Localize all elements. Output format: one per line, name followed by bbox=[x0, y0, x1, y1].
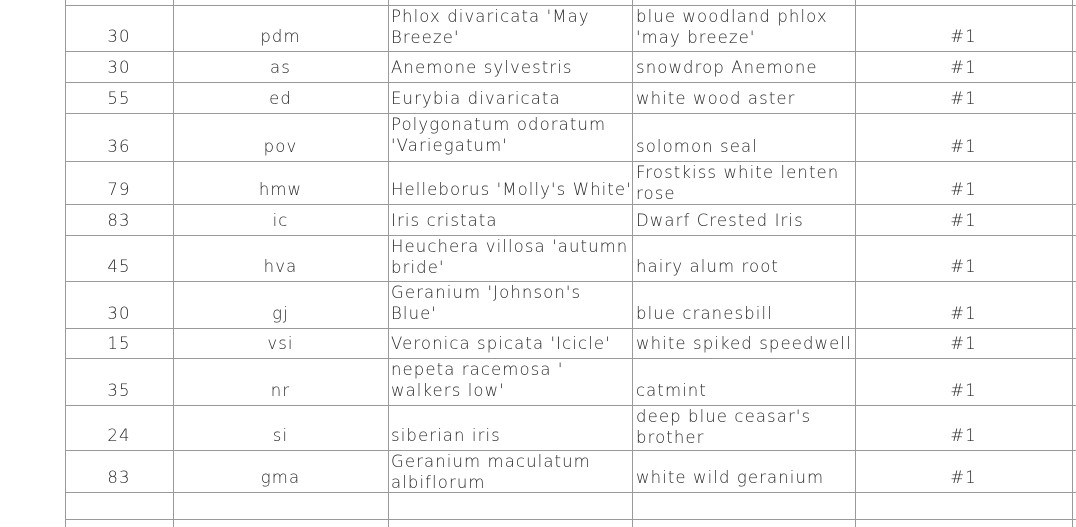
botanical-name-cell: bride' bbox=[391, 258, 445, 277]
quantity-cell: 30 bbox=[107, 304, 131, 323]
botanical-name-cell: Anemone sylvestris bbox=[391, 58, 573, 77]
code-cell: gma bbox=[260, 468, 301, 487]
code-cell: hva bbox=[263, 257, 298, 276]
botanical-name-cell: Heuchera villosa 'autumn bbox=[391, 237, 629, 256]
code-cell: pov bbox=[263, 137, 298, 156]
botanical-name-cell: Iris cristata bbox=[391, 211, 498, 230]
botanical-name-cell: Helleborus 'Molly's White' bbox=[391, 180, 632, 199]
column-rule bbox=[388, 0, 389, 527]
container-size-cell: #1 bbox=[950, 468, 977, 487]
column-rule bbox=[632, 0, 633, 527]
container-size-cell: #1 bbox=[950, 211, 977, 230]
common-name-cell: snowdrop Anemone bbox=[636, 58, 818, 77]
code-cell: nr bbox=[270, 381, 291, 400]
common-name-cell: 'may breeze' bbox=[636, 28, 756, 47]
botanical-name-cell: Eurybia divaricata bbox=[391, 89, 561, 108]
quantity-cell: 35 bbox=[107, 381, 131, 400]
botanical-name-cell: Phlox divaricata 'May bbox=[391, 7, 590, 26]
botanical-name-cell: siberian iris bbox=[391, 426, 501, 445]
common-name-cell: blue cranesbill bbox=[636, 304, 773, 323]
common-name-cell: hairy alum root bbox=[636, 257, 779, 276]
botanical-name-cell: Polygonatum odoratum bbox=[391, 115, 607, 134]
column-rule bbox=[1072, 0, 1073, 527]
quantity-cell: 36 bbox=[107, 137, 131, 156]
botanical-name-cell: albiflorum bbox=[391, 473, 486, 492]
quantity-cell: 55 bbox=[107, 89, 131, 108]
botanical-name-cell: Blue' bbox=[391, 304, 438, 323]
container-size-cell: #1 bbox=[950, 304, 977, 323]
quantity-cell: 79 bbox=[107, 180, 131, 199]
common-name-cell: white spiked speedwell bbox=[636, 334, 852, 353]
code-cell: ic bbox=[272, 211, 289, 230]
quantity-cell: 83 bbox=[107, 211, 131, 230]
common-name-cell: solomon seal bbox=[636, 137, 758, 156]
quantity-cell: 15 bbox=[107, 334, 131, 353]
quantity-cell: 30 bbox=[107, 27, 131, 46]
common-name-cell: blue woodland phlox bbox=[636, 7, 828, 26]
container-size-cell: #1 bbox=[950, 426, 977, 445]
common-name-cell: white wood aster bbox=[636, 89, 796, 108]
common-name-cell: catmint bbox=[636, 381, 707, 400]
common-name-cell: rose bbox=[636, 184, 676, 203]
code-cell: hmw bbox=[258, 180, 303, 199]
container-size-cell: #1 bbox=[950, 137, 977, 156]
quantity-cell: 83 bbox=[107, 468, 131, 487]
row-rule bbox=[65, 328, 1076, 329]
botanical-name-cell: Geranium maculatum bbox=[391, 452, 591, 471]
row-rule bbox=[65, 519, 1076, 520]
botanical-name-cell: Breeze' bbox=[391, 28, 460, 47]
quantity-cell: 24 bbox=[107, 426, 131, 445]
common-name-cell: brother bbox=[636, 428, 705, 447]
container-size-cell: #1 bbox=[950, 334, 977, 353]
code-cell: as bbox=[270, 58, 291, 77]
container-size-cell: #1 bbox=[950, 58, 977, 77]
code-cell: vsi bbox=[267, 334, 294, 353]
common-name-cell: Dwarf Crested Iris bbox=[636, 211, 804, 230]
container-size-cell: #1 bbox=[950, 89, 977, 108]
code-cell: pdm bbox=[260, 27, 301, 46]
code-cell: gj bbox=[272, 304, 289, 323]
row-rule bbox=[65, 51, 1076, 52]
botanical-name-cell: Geranium 'Johnson's bbox=[391, 283, 582, 302]
botanical-name-cell: 'Variegatum' bbox=[391, 136, 508, 155]
common-name-cell: deep blue ceasar's bbox=[636, 407, 812, 426]
botanical-name-cell: nepeta racemosa ' bbox=[391, 360, 564, 379]
row-rule bbox=[65, 82, 1076, 83]
container-size-cell: #1 bbox=[950, 257, 977, 276]
row-rule bbox=[65, 161, 1076, 162]
row-rule bbox=[65, 405, 1076, 406]
botanical-name-cell: Veronica spicata 'Icicle' bbox=[391, 334, 611, 353]
container-size-cell: #1 bbox=[950, 180, 977, 199]
common-name-cell: white wild geranium bbox=[636, 468, 825, 487]
code-cell: ed bbox=[269, 89, 292, 108]
code-cell: si bbox=[272, 426, 289, 445]
container-size-cell: #1 bbox=[950, 381, 977, 400]
quantity-cell: 30 bbox=[107, 58, 131, 77]
common-name-cell: Frostkiss white lenten bbox=[636, 163, 840, 182]
row-rule bbox=[65, 204, 1076, 205]
container-size-cell: #1 bbox=[950, 27, 977, 46]
quantity-cell: 45 bbox=[107, 257, 131, 276]
botanical-name-cell: walkers low' bbox=[391, 381, 505, 400]
